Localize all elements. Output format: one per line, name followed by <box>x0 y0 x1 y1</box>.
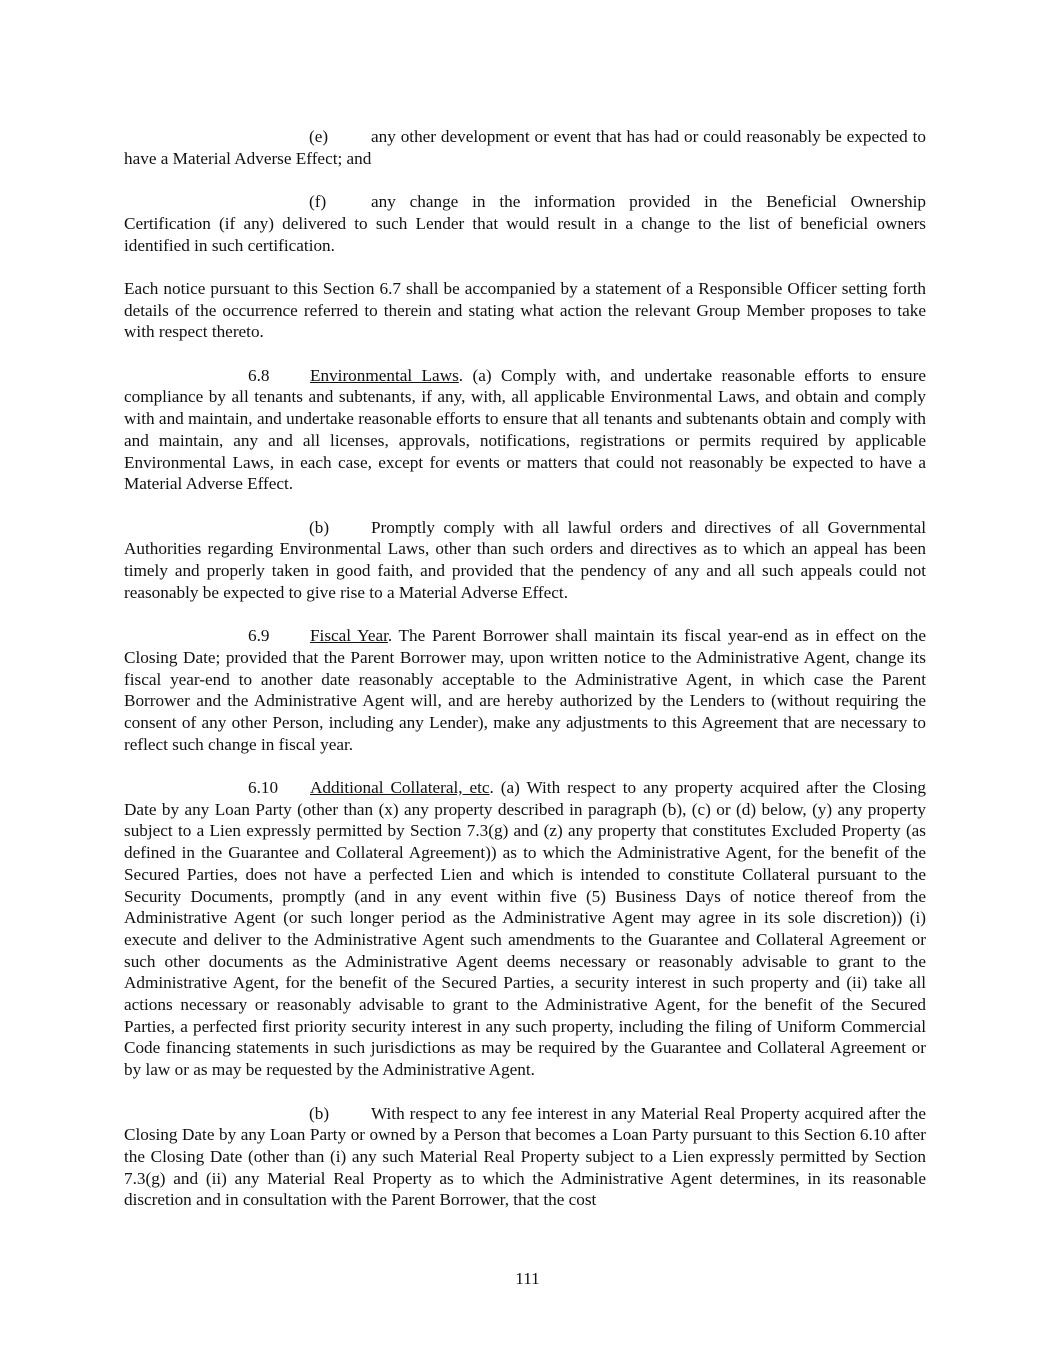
page-number: 111 <box>515 1269 540 1288</box>
paragraph-e-label: (e) <box>309 127 329 146</box>
section-6-10 <box>124 777 926 1081</box>
section-6-9-number: 6.9 <box>248 626 270 646</box>
section-6-9-text: . The Parent Borrower shall maintain its fiscal year-end as in effect on the Closing Date; provided that the Parent Borrower may, upon written notice to the Administrative Agent, change its fiscal year-end to another date reasonably acceptable to the Administrative Agent, in which case the Parent Borrower and the Administrative Agent will, and are hereby authorized by the Lenders to (without requiring the consent of any other Person, including any Lender), make any adjustments to this Agreement that are necessary to reflect such change in fiscal year. <box>124 626 927 754</box>
section-6-8 <box>124 365 926 495</box>
section-6-10-text: . (a) With respect to any property acquired after the Closing Date by any Loan Party (other than (x) any property described in paragraph (b), (c) or (d) below, (y) any property subject to a Lien expressly permitted by Section 7.3(g) and (z) any property that constitutes Excluded Property (as defined in the Guarantee and Collateral Agreement)) as to which the Administrative Agent, for the benefit of the Secured Parties, does not have a perfected Lien and which is intended to constitute Collateral pursuant to the Security Documents, promptly (and in any event within five (5) Business Days of notice thereof from the Administrative Agent (or such longer period as the Administrative Agent may agree in its sole discretion)) (i) execute and deliver to the Administrative Agent such amendments to the Guarantee and Collateral Agreement or such other documents as the Administrative Agent deems necessary or reasonably advisable to grant to the Administrative Agent, for the benefit of the Secured Parties, a security interest in such property and (ii) take all actions necessary or reasonably advisable to grant to the Administrative Agent, for the benefit of the Secured Parties, a perfected first priority security interest in any such property, including the filing of Uniform Commercial Code financing statements in such jurisdictions as may be required by the Guarantee and Collateral Agreement or by law or as may be requested by the Administrative Agent. <box>124 778 926 1080</box>
section-6-8-b-text: Promptly comply with all lawful orders and directives of all Governmental Authorities regarding Environmental Laws, other than such orders and directives as to which an appeal has been timely and properly taken in good faith, and provided that the pendency of any and all such appeals could not reasonably be expected to give rise to a Material Adverse Effect. <box>124 517 926 602</box>
section-6-8-b-label: (b) <box>309 517 330 537</box>
notice-paragraph <box>124 278 926 343</box>
section-6-10-heading: Additional Collateral, etc <box>310 778 490 797</box>
section-6-8-b <box>124 517 926 604</box>
section-6-9-heading: Fiscal Year <box>310 626 388 646</box>
section-6-10-b <box>124 1103 926 1212</box>
paragraph-e <box>124 126 926 169</box>
section-6-8-heading: Environmental Laws <box>310 365 459 385</box>
section-6-10-b-label: (b) <box>309 1103 330 1123</box>
document-page <box>124 126 926 1233</box>
notice-paragraph-text: Each notice pursuant to this Section 6.7 shall be accompanied by a statement of a Responsible Officer setting forth details of the occurrence referred to therein and stating what action the relevant Group Member proposes to take with respect thereto. <box>124 278 926 342</box>
section-6-10-number: 6.10 <box>248 778 279 797</box>
paragraph-f-label: (f) <box>309 192 327 212</box>
section-6-9 <box>124 625 926 755</box>
section-6-8-text: . (a) Comply with, and undertake reasonable efforts to ensure compliance by all tenants and subtenants, if any, with, all applicable Environmental Laws, and obtain and comply with and maintain, and undertake reasonable efforts to ensure that all tenants and subtenants obtain and comply with and maintain, any and all licenses, approvals, notifications, registrations or permits required by applicable Environmental Laws, in each case, except for events or matters that could not reasonably be expected to have a Material Adverse Effect. <box>124 365 926 494</box>
paragraph-e-text: any other development or event that has had or could reasonably be expected to have a Material Adverse Effect; and <box>124 127 926 168</box>
section-6-10-b-text: With respect to any fee interest in any Material Real Property acquired after the Closing Date by any Loan Party or owned by a Person that becomes a Loan Party pursuant to this Section 6.10 after the Closing Date (other than (i) any such Material Real Property subject to a Lien expressly permitted by Section 7.3(g) and (ii) any Material Real Property as to which the Administrative Agent determines, in its reasonable discretion and in consultation with the Parent Borrower, that the cost <box>124 1103 926 1210</box>
paragraph-f <box>124 191 926 256</box>
section-6-8-number: 6.8 <box>248 365 270 385</box>
paragraph-f-text: any change in the information provided in the Beneficial Ownership Certification (if any) delivered to such Lender that would result in a change to the list of beneficial owners identified in such certification. <box>124 192 926 255</box>
